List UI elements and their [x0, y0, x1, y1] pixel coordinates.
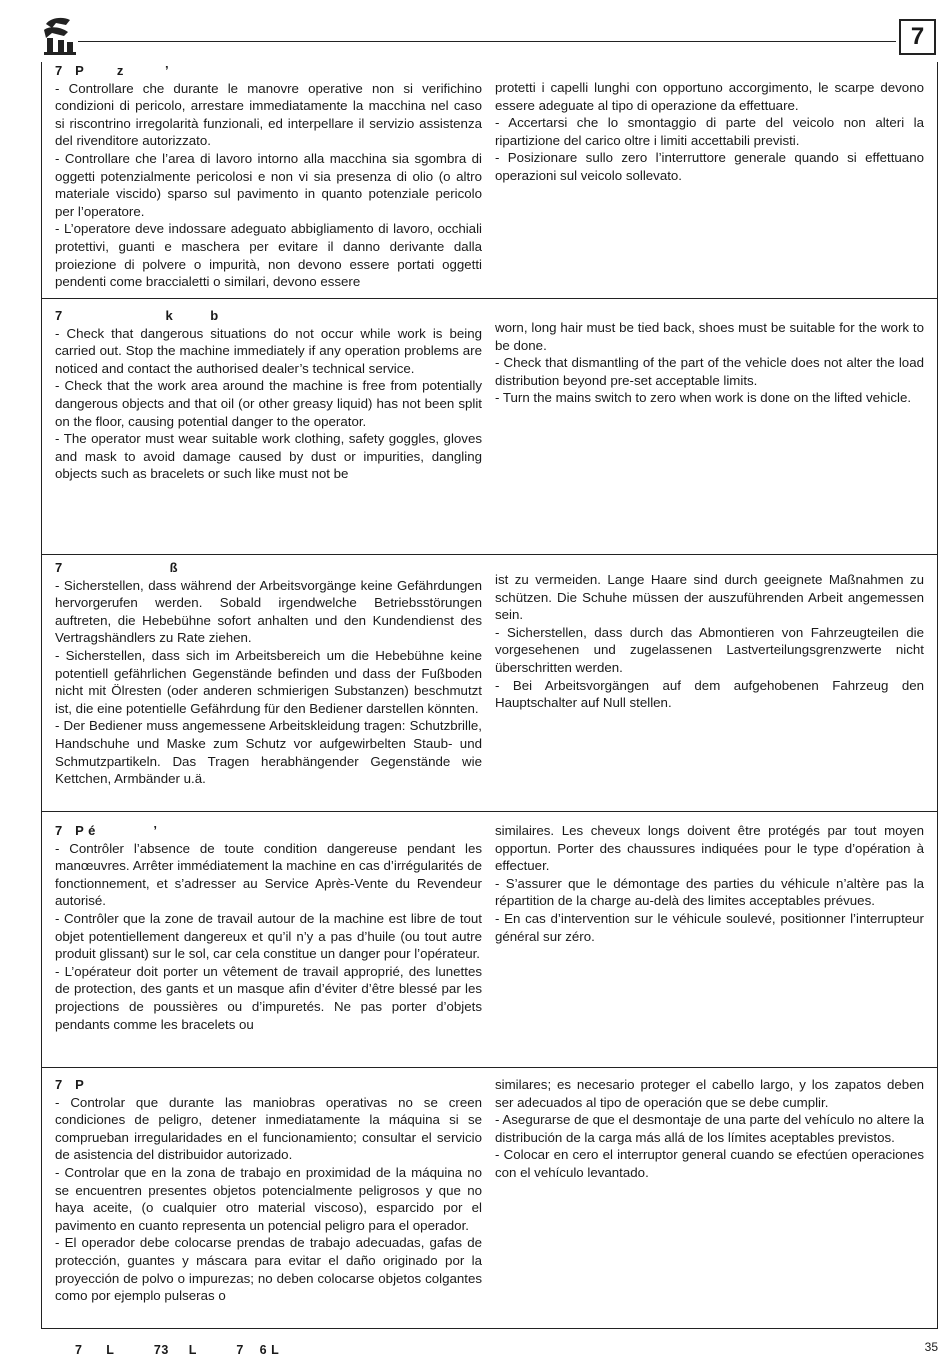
paragraph: - Der Bediener muss angemessene Arbeitskleidung tragen: Schutzbrille, Handschuhe und Maske zum Schutz vor aufgewirbelten Staub- und Schmutzpartikeln. Das Tragen herabhängender Gegenstände wie Kettchen, Armbänder u.ä. [55, 718, 482, 787]
paragraph: - Asegurarse de que el desmontaje de una parte del vehículo no altere la distribución de la carga más allá de los límites aceptables previstos. [495, 1112, 924, 1145]
paragraph: - Controlar que durante las maniobras operativas no se creen condiciones de peligro, detener inmediatamente la máquina si se comprueban irregularidades en el funcionamiento; consultar el servicio de asistencia del distribuidor autorizado. [55, 1094, 482, 1163]
section-heading: 7 P z ’ [55, 63, 170, 78]
section-spanish [41, 1067, 938, 1329]
section-left-column [55, 1076, 482, 1305]
section-heading: 7 ß [55, 560, 179, 575]
section-french [41, 811, 938, 1067]
section-left-column [55, 559, 482, 788]
paragraph: - Colocar en cero el interruptor general cuando se efectúen operaciones con el vehículo levantado. [495, 1147, 924, 1180]
section-right-column [495, 571, 924, 712]
paragraph: - Check that dismantling of the part of the vehicle does not alter the load distribution beyond pre-set acceptable limits. [495, 355, 924, 388]
paragraph: - The operator must wear suitable work clothing, safety goggles, gloves and mask to avoid damage caused by dust or impurities, dangling objects such as bracelets or such like must not be [55, 431, 482, 482]
paragraph: - Controllare che l’area di lavoro intorno alla macchina sia sgombra di oggetti potenzialmente pericolosi e non vi sia presenza di olio (o altro materiale viscido) sparso sul pavimento in quanto potenziale pericolo per l’operatore. [55, 150, 482, 219]
paragraph: - Bei Arbeitsvorgängen auf dem aufgehobenen Fahrzeug den Hauptschalter auf Null stellen. [495, 677, 924, 711]
section-german [41, 554, 938, 811]
paragraph: - Check that the work area around the machine is free from potentially dangerous objects and that oil (or other greasy liquid) has not been split on the floor, causing potential danger to the operator. [55, 378, 482, 429]
paragraph: - Sicherstellen, dass sich im Arbeitsbereich um die Hebebühne keine potentiell gefährlichen Gegenstände befinden und dass der Fußboden nicht mit Ölresten (oder anderen schmierigen Substanzen) beschmutzt ist, die eine potentielle Gefährdung für den Bediener darstellen könnten. [55, 647, 482, 716]
paragraph: - Sicherstellen, dass während der Arbeitsvorgänge keine Gefährdungen hervorgerufen werden. Sobald irgendwelche Betriebsstörungen auftreten, die Hebebühne sofort anhalten und den Kundendienst des Vertragshändlers zu Rate ziehen. [55, 577, 482, 646]
page-number: 35 [924, 1340, 938, 1354]
paragraph: similaires. Les cheveux longs doivent être protégés par tout moyen opportun. Porter des chaussures indiquées pour le type d’opération à effectuer. [495, 823, 924, 874]
paragraph: ist zu vermeiden. Lange Haare sind durch geeignete Maßnahmen zu schützen. Die Schuhe müssen der auszuführenden Arbeit angemessen sein. [495, 572, 924, 623]
paragraph: - Controllare che durante le manovre operative non si verifichino condizioni di pericolo, arrestare immediatamente la macchina nel caso si riscontrino irregolarità funzionali, ed interpellare il servizio assistenza del rivenditore autorizzato. [55, 80, 482, 149]
paragraph: - S’assurer que le démontage des parties du véhicule n’altère pas la répartition de la charge au-delà des limites acceptables prévues. [495, 875, 924, 909]
header-rule [78, 41, 896, 42]
section-heading: 7 k b [55, 308, 219, 323]
brand-logo-icon [40, 16, 78, 56]
paragraph: - Contrôler l’absence de toute condition dangereuse pendant les manœuvres. Arrêter immédiatement la machine en cas d’irrégularités de fonctionnement, et s’adresser au Service Après-Vente du Revendeur autorisé. [55, 840, 482, 909]
chapter-number: 7 [899, 19, 936, 55]
paragraph: - Accertarsi che lo smontaggio di parte del veicolo non alteri la ripartizione del carico oltre i limiti accettabili previsti. [495, 115, 924, 148]
section-english [41, 298, 938, 554]
section-right-column [495, 319, 924, 407]
section-heading: 7 P [55, 1077, 85, 1092]
paragraph: - Controlar que en la zona de trabajo en proximidad de la máquina no se encuentren presentes objetos potencialmente peligrosos y que no haya aceite, (o cualquier otro material viscoso), esparcido por el pavimento en cuanto representa un potencial peligro para el operador. [55, 1164, 482, 1233]
section-left-column [55, 307, 482, 483]
paragraph: - Turn the mains switch to zero when work is done on the lifted vehicle. [495, 390, 912, 406]
section-left-column [55, 62, 482, 291]
paragraph: - El operador debe colocarse prendas de trabajo adecuadas, gafas de protección, guantes y máscara para evitar el daño originado por la proyección de polvo o impurezas; no deben colocarse objetos colgantes como por ejemplo pulseras o [55, 1235, 482, 1304]
paragraph: - Sicherstellen, dass durch das Abmontieren von Fahrzeugteilen die vorgesehenen und zugelassenen Lastverteilungsgrenzwerte nicht überschritten werden. [495, 624, 924, 675]
paragraph: - Contrôler que la zone de travail autour de la machine est libre de tout objet potentiellement dangereux et qu’il n’y a pas d’huile (ou tout autre produit glissant) sur le sol, car cela constitue un danger pour l’opérateur. [55, 910, 482, 962]
paragraph: - Posizionare sullo zero l’interruttore generale quando si effettuano operazioni sul veicolo sollevato. [495, 150, 924, 183]
paragraph: protetti i capelli lunghi con opportuno accorgimento, le scarpe devono essere adeguate al tipo di operazione da effettuare. [495, 80, 924, 113]
footer-model-list: 7 L 73 L 7 6 L [75, 1343, 280, 1357]
paragraph: - L’opérateur doit porter un vêtement de travail approprié, des lunettes de protection, des gants et un masque afin d’éviter d’être blessé par les projections de poussières ou d’impuretés. Ne pas porter d’objets pendants comme les bracelets ou [55, 963, 482, 1032]
section-left-column [55, 822, 482, 1033]
section-right-column [495, 1076, 924, 1182]
section-italian [41, 62, 938, 298]
paragraph: - En cas d’intervention sur le véhicule soulevé, positionner l’interrupteur général sur zéro. [495, 910, 924, 944]
section-heading: 7 P é ’ [55, 823, 158, 838]
section-right-column [495, 79, 924, 185]
section-right-column [495, 822, 924, 945]
paragraph: similares; es necesario proteger el cabello largo, y los zapatos deben ser adecuados al tipo de operación que se debe cumplir. [495, 1077, 924, 1110]
paragraph: worn, long hair must be tied back, shoes must be suitable for the work to be done. [495, 320, 924, 353]
paragraph: - L’operatore deve indossare adeguato abbigliamento di lavoro, occhiali protettivi, guanti e maschera per evitare il danno derivante dalla proiezione di polvere o impurità, non devono essere portati oggetti pendenti come braccialetti o similari, devono essere [55, 221, 482, 290]
paragraph: - Check that dangerous situations do not occur while work is being carried out. Stop the machine immediately if any operation problems are noticed and contact the authorised dealer’s technical service. [55, 325, 482, 376]
